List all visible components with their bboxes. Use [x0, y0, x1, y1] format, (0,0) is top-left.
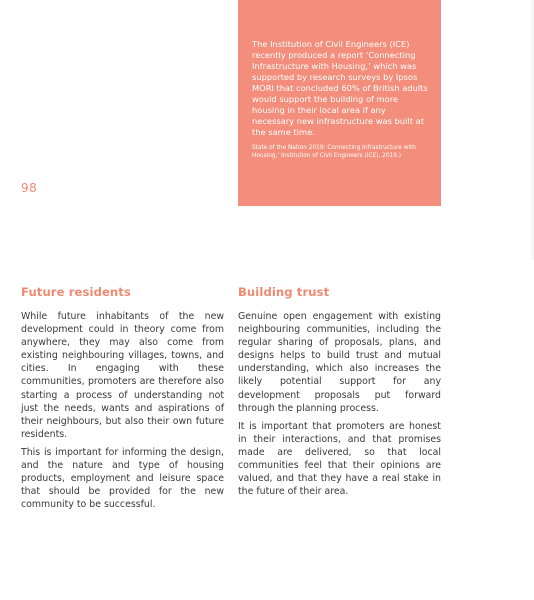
paragraph: While future inhabitants of the new development could in theory come from anywhere, they may also come from existing neighbouring villages, towns, and cities. In engaging with these communities, promoters are therefore also starting a process of understanding not just the needs, wants and aspirations of their neighbours, but also their own future residents. [21, 311, 224, 440]
page-edge-shadow [530, 0, 534, 260]
paragraph: This is important for informing the design, and the nature and type of housing products, employment and leisure space that should be provided for the new community to be successful. [21, 446, 224, 511]
callout-box [238, 0, 441, 206]
section-future-residents [21, 285, 224, 516]
section-heading: Future residents [21, 285, 131, 299]
section-heading: Building trust [238, 285, 330, 299]
page-number: 98 [21, 181, 38, 195]
section-building-trust [238, 285, 441, 503]
callout-source: State of the Nation 2019: Connecting Infrastructure with Housing,’ Institution of Civil Engineers (ICE), 2019.) [252, 145, 416, 160]
callout-body: The Institution of Civil Engineers (ICE) recently produced a report ‘Connecting Infrastructure with Housing,’ which was supported by research surveys by Ipsos MORI that concluded 60% of British adults would support the building of more housing in their local area if any necessary new infrastructure was built at the same time. [252, 39, 428, 137]
paragraph: It is important that promoters are honest in their interactions, and that promises made are delivered, so that local communities feel that their opinions are valued, and that they have a real stake in the future of their area. [238, 420, 441, 498]
paragraph: Genuine open engagement with existing neighbouring communities, including the regular sharing of proposals, plans, and designs helps to build trust and mutual understanding, which also increases the likely potential support for any development proposals put forward through the planning process. [238, 311, 441, 414]
